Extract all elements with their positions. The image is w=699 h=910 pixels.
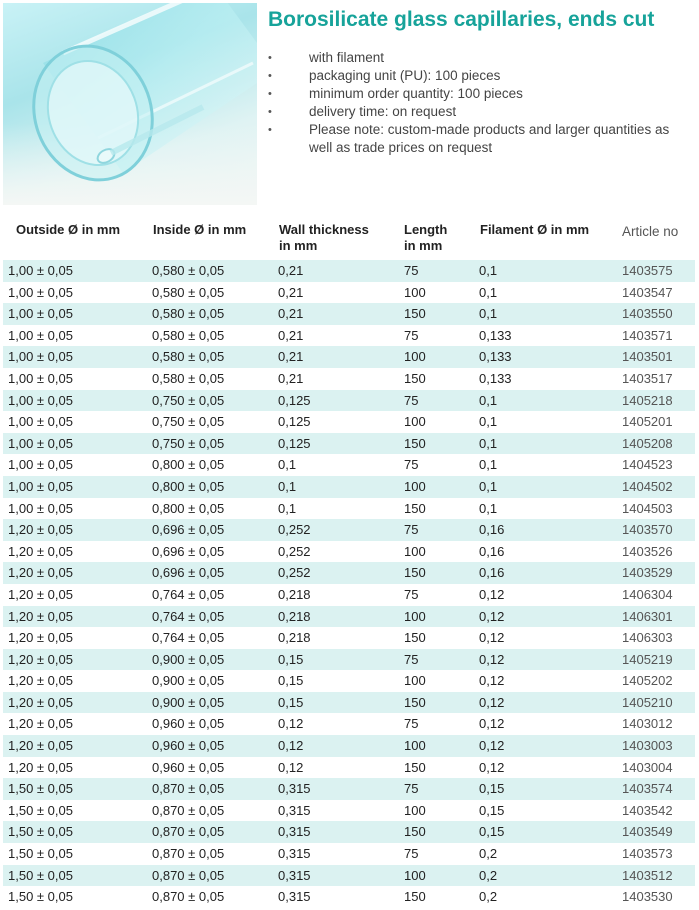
cell-article-number: 1403547: [622, 284, 673, 300]
feature-item: [266, 121, 691, 157]
cell-article-number: 1403012: [622, 716, 673, 732]
feature-text: Please note: custom-made products and larger quantities as well as trade prices on request: [309, 122, 670, 155]
cell-article-number: 1405208: [622, 435, 673, 451]
cell-wall-thickness: 0,218: [278, 586, 311, 602]
cell-article-number: 1406304: [622, 586, 673, 602]
cell-wall-thickness: 0,252: [278, 565, 311, 581]
table-row: [3, 821, 695, 843]
cell-outside-diameter: 1,20 ± 0,05: [8, 608, 73, 624]
cell-filament-diameter: 0,1: [479, 500, 498, 516]
table-row: [3, 325, 695, 347]
header-article-number: Article no: [622, 224, 679, 239]
header-wall-thickness-line1: Wall thickness: [279, 222, 369, 237]
header-wall-thickness: [279, 222, 369, 253]
cell-outside-diameter: 1,00 ± 0,05: [8, 457, 73, 473]
cell-inside-diameter: 0,696 ± 0,05: [152, 543, 225, 559]
cell-inside-diameter: 0,800 ± 0,05: [152, 478, 225, 494]
cell-wall-thickness: 0,218: [278, 630, 311, 646]
cell-wall-thickness: 0,15: [278, 651, 304, 667]
cell-filament-diameter: 0,1: [479, 284, 498, 300]
cell-outside-diameter: 1,00 ± 0,05: [8, 327, 73, 343]
table-row: [3, 670, 695, 692]
cell-outside-diameter: 1,50 ± 0,05: [8, 824, 73, 840]
cell-wall-thickness: 0,21: [278, 284, 304, 300]
cell-inside-diameter: 0,960 ± 0,05: [152, 738, 225, 754]
cell-inside-diameter: 0,960 ± 0,05: [152, 716, 225, 732]
table-row: [3, 606, 695, 628]
cell-filament-diameter: 0,12: [479, 586, 505, 602]
cell-wall-thickness: 0,315: [278, 824, 311, 840]
cell-wall-thickness: 0,21: [278, 349, 304, 365]
cell-wall-thickness: 0,125: [278, 414, 311, 430]
cell-inside-diameter: 0,800 ± 0,05: [152, 500, 225, 516]
cell-filament-diameter: 0,2: [479, 889, 498, 905]
cell-length: 100: [404, 673, 426, 689]
cell-article-number: 1404502: [622, 478, 673, 494]
table-row: [3, 260, 695, 282]
header-inside-diameter: Inside Ø in mm: [153, 222, 247, 237]
table-row: [3, 649, 695, 671]
cell-outside-diameter: 1,20 ± 0,05: [8, 738, 73, 754]
cell-article-number: 1403542: [622, 802, 673, 818]
cell-length: 100: [404, 608, 426, 624]
feature-text: minimum order quantity: 100 pieces: [309, 86, 523, 101]
cell-outside-diameter: 1,20 ± 0,05: [8, 522, 73, 538]
cell-article-number: 1405218: [622, 392, 673, 408]
cell-article-number: 1403550: [622, 306, 673, 322]
feature-item: [266, 85, 691, 103]
cell-article-number: 1404503: [622, 500, 673, 516]
capillary-product-image: [3, 3, 257, 205]
cell-article-number: 1403526: [622, 543, 673, 559]
header-wall-thickness-line2: in mm: [279, 237, 318, 253]
feature-list: [266, 49, 691, 157]
cell-length: 75: [404, 263, 419, 278]
cell-outside-diameter: 1,20 ± 0,05: [8, 694, 73, 710]
cell-filament-diameter: 0,133: [479, 370, 512, 386]
cell-filament-diameter: 0,15: [479, 802, 505, 818]
header-length-line2: in mm: [404, 237, 443, 253]
cell-inside-diameter: 0,750 ± 0,05: [152, 392, 225, 408]
cell-filament-diameter: 0,1: [479, 435, 498, 451]
table-row: [3, 476, 695, 498]
bullet-icon: •: [268, 124, 272, 136]
cell-filament-diameter: 0,12: [479, 651, 505, 667]
cell-wall-thickness: 0,15: [278, 673, 304, 689]
cell-inside-diameter: 0,580 ± 0,05: [152, 306, 225, 322]
header-length: [404, 222, 447, 253]
cell-outside-diameter: 1,00 ± 0,05: [8, 370, 73, 386]
cell-outside-diameter: 1,50 ± 0,05: [8, 889, 73, 905]
cell-outside-diameter: 1,20 ± 0,05: [8, 586, 73, 602]
cell-filament-diameter: 0,133: [479, 349, 512, 365]
cell-article-number: 1403003: [622, 738, 673, 754]
cell-article-number: 1403570: [622, 522, 673, 538]
table-row: [3, 627, 695, 649]
cell-inside-diameter: 0,580 ± 0,05: [152, 370, 225, 386]
bullet-icon: •: [268, 52, 272, 64]
cell-wall-thickness: 0,1: [278, 478, 297, 494]
cell-outside-diameter: 1,20 ± 0,05: [8, 716, 73, 732]
cell-length: 150: [404, 370, 426, 386]
table-body: [3, 260, 695, 908]
header-length-line1: Length: [404, 222, 448, 237]
cell-outside-diameter: 1,00 ± 0,05: [8, 435, 73, 451]
cell-article-number: 1405202: [622, 673, 673, 689]
table-row: [3, 713, 695, 735]
cell-wall-thickness: 0,21: [278, 327, 304, 343]
cell-inside-diameter: 0,750 ± 0,05: [152, 414, 225, 430]
table-row: [3, 757, 695, 779]
cell-outside-diameter: 1,00 ± 0,05: [8, 414, 73, 430]
cell-article-number: 1403575: [622, 263, 673, 278]
feature-item: [266, 67, 691, 85]
cell-article-number: 1403529: [622, 565, 673, 581]
cell-filament-diameter: 0,1: [479, 478, 498, 494]
cell-filament-diameter: 0,2: [479, 867, 498, 883]
cell-inside-diameter: 0,696 ± 0,05: [152, 565, 225, 581]
cell-length: 75: [404, 327, 419, 343]
cell-filament-diameter: 0,16: [479, 522, 505, 538]
cell-length: 150: [404, 435, 426, 451]
cell-wall-thickness: 0,1: [278, 500, 297, 516]
cell-wall-thickness: 0,315: [278, 889, 311, 905]
cell-length: 100: [404, 543, 426, 559]
cell-inside-diameter: 0,800 ± 0,05: [152, 457, 225, 473]
cell-length: 100: [404, 802, 426, 818]
cell-outside-diameter: 1,20 ± 0,05: [8, 565, 73, 581]
feature-text: with filament: [309, 50, 385, 65]
cell-inside-diameter: 0,870 ± 0,05: [152, 867, 225, 883]
table-row: [3, 519, 695, 541]
cell-article-number: 1403501: [622, 349, 673, 365]
cell-filament-diameter: 0,12: [479, 759, 505, 775]
cell-length: 75: [404, 586, 419, 602]
cell-filament-diameter: 0,12: [479, 630, 505, 646]
cell-inside-diameter: 0,900 ± 0,05: [152, 651, 225, 667]
cell-article-number: 1406303: [622, 630, 673, 646]
cell-article-number: 1404523: [622, 457, 673, 473]
cell-length: 100: [404, 284, 426, 300]
table-row: [3, 886, 695, 908]
cell-wall-thickness: 0,125: [278, 392, 311, 408]
cell-article-number: 1406301: [622, 608, 673, 624]
cell-wall-thickness: 0,252: [278, 522, 311, 538]
cell-article-number: 1405201: [622, 414, 673, 430]
cell-inside-diameter: 0,580 ± 0,05: [152, 263, 225, 278]
cell-filament-diameter: 0,1: [479, 263, 498, 278]
cell-inside-diameter: 0,900 ± 0,05: [152, 694, 225, 710]
bullet-icon: •: [268, 106, 272, 118]
cell-article-number: 1403512: [622, 867, 673, 883]
cell-wall-thickness: 0,12: [278, 759, 304, 775]
feature-item: [266, 103, 691, 121]
table-row: [3, 843, 695, 865]
cell-length: 150: [404, 500, 426, 516]
table-row: [3, 498, 695, 520]
cell-inside-diameter: 0,870 ± 0,05: [152, 802, 225, 818]
cell-article-number: 1405210: [622, 694, 673, 710]
cell-wall-thickness: 0,1: [278, 457, 297, 473]
cell-filament-diameter: 0,12: [479, 694, 505, 710]
cell-wall-thickness: 0,21: [278, 263, 304, 278]
cell-wall-thickness: 0,218: [278, 608, 311, 624]
cell-outside-diameter: 1,50 ± 0,05: [8, 846, 73, 862]
cell-inside-diameter: 0,764 ± 0,05: [152, 608, 225, 624]
cell-inside-diameter: 0,764 ± 0,05: [152, 630, 225, 646]
cell-length: 75: [404, 716, 419, 732]
cell-inside-diameter: 0,750 ± 0,05: [152, 435, 225, 451]
cell-inside-diameter: 0,900 ± 0,05: [152, 673, 225, 689]
cell-length: 150: [404, 306, 426, 322]
cell-filament-diameter: 0,1: [479, 457, 498, 473]
cell-length: 75: [404, 392, 419, 408]
cell-filament-diameter: 0,12: [479, 673, 505, 689]
cell-inside-diameter: 0,870 ± 0,05: [152, 846, 225, 862]
cell-outside-diameter: 1,00 ± 0,05: [8, 306, 73, 322]
cell-article-number: 1403530: [622, 889, 673, 905]
table-row: [3, 692, 695, 714]
cell-filament-diameter: 0,16: [479, 543, 505, 559]
cell-length: 150: [404, 889, 426, 905]
bullet-icon: •: [268, 70, 272, 82]
cell-outside-diameter: 1,20 ± 0,05: [8, 759, 73, 775]
cell-wall-thickness: 0,12: [278, 716, 304, 732]
table-row: [3, 865, 695, 887]
cell-outside-diameter: 1,50 ± 0,05: [8, 781, 73, 797]
cell-length: 100: [404, 414, 426, 430]
cell-outside-diameter: 1,20 ± 0,05: [8, 673, 73, 689]
table-row: [3, 541, 695, 563]
cell-inside-diameter: 0,870 ± 0,05: [152, 889, 225, 905]
cell-filament-diameter: 0,15: [479, 824, 505, 840]
cell-length: 150: [404, 694, 426, 710]
table-row: [3, 735, 695, 757]
cell-inside-diameter: 0,580 ± 0,05: [152, 349, 225, 365]
cell-outside-diameter: 1,20 ± 0,05: [8, 651, 73, 667]
cell-article-number: 1403517: [622, 370, 673, 386]
table-row: [3, 454, 695, 476]
cell-length: 150: [404, 630, 426, 646]
cell-inside-diameter: 0,580 ± 0,05: [152, 284, 225, 300]
cell-length: 150: [404, 565, 426, 581]
cell-article-number: 1403574: [622, 781, 673, 797]
cell-outside-diameter: 1,00 ± 0,05: [8, 500, 73, 516]
table-row: [3, 346, 695, 368]
header-outside-diameter: Outside Ø in mm: [16, 222, 121, 237]
feature-text: packaging unit (PU): 100 pieces: [309, 68, 501, 83]
table-row: [3, 368, 695, 390]
bullet-icon: •: [268, 88, 272, 100]
cell-wall-thickness: 0,315: [278, 846, 311, 862]
cell-inside-diameter: 0,870 ± 0,05: [152, 824, 225, 840]
cell-outside-diameter: 1,00 ± 0,05: [8, 478, 73, 494]
cell-article-number: 1403004: [622, 759, 673, 775]
cell-length: 100: [404, 478, 426, 494]
cell-filament-diameter: 0,15: [479, 781, 505, 797]
cell-filament-diameter: 0,12: [479, 608, 505, 624]
cell-wall-thickness: 0,21: [278, 306, 304, 322]
cell-length: 75: [404, 651, 419, 667]
cell-wall-thickness: 0,12: [278, 738, 304, 754]
table-row: [3, 778, 695, 800]
cell-article-number: 1405219: [622, 651, 673, 667]
page-title: Borosilicate glass capillaries, ends cut: [268, 8, 655, 31]
cell-wall-thickness: 0,21: [278, 370, 304, 386]
cell-length: 150: [404, 759, 426, 775]
cell-length: 75: [404, 846, 419, 862]
cell-wall-thickness: 0,125: [278, 435, 311, 451]
feature-item: [266, 49, 691, 67]
cell-filament-diameter: 0,2: [479, 846, 498, 862]
table-header: [0, 222, 699, 258]
cell-length: 100: [404, 738, 426, 754]
cell-outside-diameter: 1,50 ± 0,05: [8, 867, 73, 883]
cell-inside-diameter: 0,580 ± 0,05: [152, 327, 225, 343]
cell-outside-diameter: 1,00 ± 0,05: [8, 263, 73, 278]
cell-wall-thickness: 0,315: [278, 867, 311, 883]
cell-outside-diameter: 1,50 ± 0,05: [8, 802, 73, 818]
cell-outside-diameter: 1,00 ± 0,05: [8, 349, 73, 365]
cell-filament-diameter: 0,1: [479, 306, 498, 322]
cell-inside-diameter: 0,960 ± 0,05: [152, 759, 225, 775]
table-row: [3, 800, 695, 822]
cell-length: 150: [404, 824, 426, 840]
cell-length: 100: [404, 349, 426, 365]
cell-outside-diameter: 1,20 ± 0,05: [8, 630, 73, 646]
cell-filament-diameter: 0,133: [479, 327, 512, 343]
cell-filament-diameter: 0,1: [479, 392, 498, 408]
cell-outside-diameter: 1,00 ± 0,05: [8, 392, 73, 408]
cell-wall-thickness: 0,252: [278, 543, 311, 559]
table-row: [3, 433, 695, 455]
cell-article-number: 1403573: [622, 846, 673, 862]
cell-inside-diameter: 0,870 ± 0,05: [152, 781, 225, 797]
cell-filament-diameter: 0,1: [479, 414, 498, 430]
cell-outside-diameter: 1,00 ± 0,05: [8, 284, 73, 300]
table-row: [3, 562, 695, 584]
cell-filament-diameter: 0,16: [479, 565, 505, 581]
header-filament-diameter: Filament Ø in mm: [480, 222, 590, 237]
cell-article-number: 1403549: [622, 824, 673, 840]
cell-length: 75: [404, 781, 419, 797]
cell-wall-thickness: 0,315: [278, 802, 311, 818]
cell-wall-thickness: 0,15: [278, 694, 304, 710]
cell-length: 100: [404, 867, 426, 883]
cell-outside-diameter: 1,20 ± 0,05: [8, 543, 73, 559]
table-row: [3, 584, 695, 606]
feature-text: delivery time: on request: [309, 104, 457, 119]
table-row: [3, 390, 695, 412]
cell-filament-diameter: 0,12: [479, 716, 505, 732]
cell-length: 75: [404, 522, 419, 538]
table-row: [3, 303, 695, 325]
cell-inside-diameter: 0,696 ± 0,05: [152, 522, 225, 538]
cell-article-number: 1403571: [622, 327, 673, 343]
cell-wall-thickness: 0,315: [278, 781, 311, 797]
cell-length: 75: [404, 457, 419, 473]
cell-filament-diameter: 0,12: [479, 738, 505, 754]
table-row: [3, 282, 695, 304]
table-row: [3, 411, 695, 433]
cell-inside-diameter: 0,764 ± 0,05: [152, 586, 225, 602]
